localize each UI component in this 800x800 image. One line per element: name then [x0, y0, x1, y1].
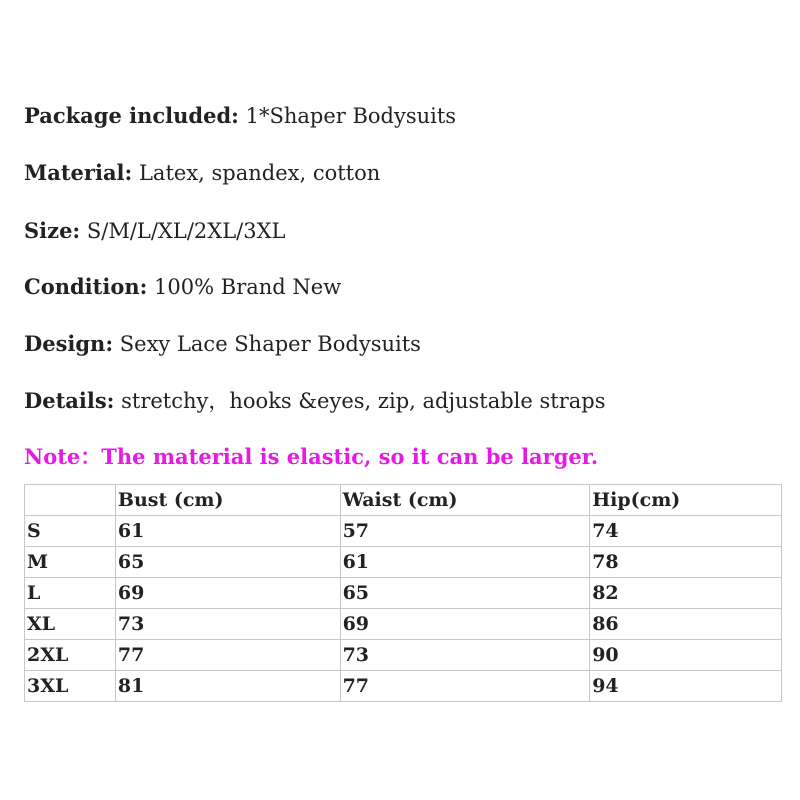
spec-material-value: Latex, spandex, cotton	[138, 161, 381, 185]
size-cell: L	[25, 578, 116, 609]
hip-cell: 94	[590, 671, 782, 702]
header-cell-size	[25, 485, 116, 516]
spec-condition	[24, 274, 341, 300]
hip-cell: 74	[590, 516, 782, 547]
spec-package	[24, 103, 456, 129]
spec-size-label: Size:	[24, 218, 81, 243]
spec-condition-value: 100% Brand New	[154, 275, 342, 299]
hip-cell: 86	[590, 609, 782, 640]
bust-cell: 61	[115, 516, 340, 547]
spec-details	[24, 388, 605, 414]
table-row	[25, 640, 782, 671]
spec-details-label: Details:	[24, 388, 115, 413]
size-cell: 3XL	[25, 671, 116, 702]
spec-size	[24, 218, 286, 244]
elastic-note: Note：The material is elastic, so it can be larger.	[24, 444, 599, 469]
spec-material-label: Material:	[24, 160, 133, 185]
table-header-row	[25, 485, 782, 516]
spec-design-label: Design:	[24, 331, 114, 356]
size-cell: 2XL	[25, 640, 116, 671]
spec-size-value: S/M/L/XL/2XL/3XL	[86, 219, 286, 243]
waist-cell: 77	[340, 671, 590, 702]
bust-cell: 77	[115, 640, 340, 671]
bust-cell: 69	[115, 578, 340, 609]
table-row	[25, 609, 782, 640]
spec-design	[24, 331, 421, 357]
spec-material	[24, 160, 380, 186]
header-cell-bust: Bust (cm)	[115, 485, 340, 516]
spec-package-value: 1*Shaper Bodysuits	[245, 104, 457, 128]
hip-cell: 78	[590, 547, 782, 578]
hip-cell: 90	[590, 640, 782, 671]
spec-details-value: stretchy，hooks &eyes, zip, adjustable straps	[121, 389, 606, 413]
hip-cell: 82	[590, 578, 782, 609]
table-row	[25, 578, 782, 609]
table-row	[25, 671, 782, 702]
size-cell: S	[25, 516, 116, 547]
spec-condition-label: Condition:	[24, 274, 148, 299]
spec-design-value: Sexy Lace Shaper Bodysuits	[119, 332, 421, 356]
size-chart-table	[24, 484, 782, 702]
waist-cell: 61	[340, 547, 590, 578]
table-row	[25, 516, 782, 547]
spec-package-label: Package included:	[24, 103, 239, 128]
waist-cell: 73	[340, 640, 590, 671]
waist-cell: 65	[340, 578, 590, 609]
header-cell-waist: Waist (cm)	[340, 485, 590, 516]
size-cell: XL	[25, 609, 116, 640]
table-row	[25, 547, 782, 578]
waist-cell: 69	[340, 609, 590, 640]
bust-cell: 65	[115, 547, 340, 578]
bust-cell: 81	[115, 671, 340, 702]
bust-cell: 73	[115, 609, 340, 640]
waist-cell: 57	[340, 516, 590, 547]
header-cell-hip: Hip(cm)	[590, 485, 782, 516]
size-cell: M	[25, 547, 116, 578]
